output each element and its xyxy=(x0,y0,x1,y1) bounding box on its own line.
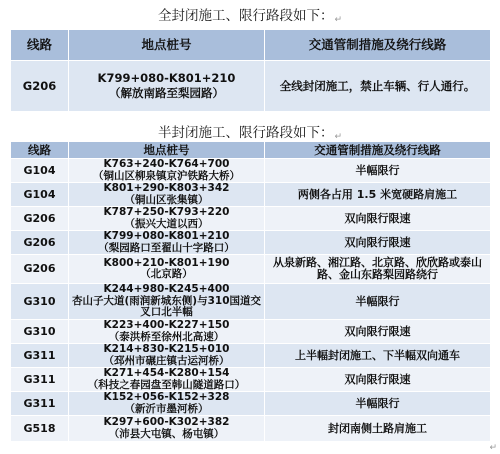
cell-measure: 封闭南侧土路肩施工 xyxy=(265,416,491,442)
location-stake: K244+980-K245+400 xyxy=(103,283,230,296)
cell-measure: 全线封闭施工，禁止车辆、行人通行。 xyxy=(265,61,491,112)
cell-measure: 双向限行限速 xyxy=(265,207,491,231)
location-desc: 杏山子大道(雨润新城东侧)与310国道交叉口北半幅 xyxy=(71,294,261,319)
cell-location xyxy=(69,255,265,284)
location-desc: （科技之春园盘至韩山隧道路口） xyxy=(87,378,246,391)
cell-location xyxy=(69,207,265,231)
table-row xyxy=(11,392,491,416)
cell-location xyxy=(69,320,265,344)
table-row xyxy=(11,416,491,442)
table-header-row xyxy=(11,30,491,61)
cell-route: G310 xyxy=(11,284,69,320)
location-stake: K271+454-K280+154 xyxy=(103,367,230,379)
cell-measure: 上半幅封闭施工、下半幅双向通车 xyxy=(265,344,491,368)
location-stake: K800+210-K801+190 xyxy=(103,256,230,269)
detour-text: 从泉新路、湘江路、北京路、欣欣路或泰山路、金山东路梨园路绕行 xyxy=(273,256,482,281)
table-row xyxy=(11,344,491,368)
header-route: 线路 xyxy=(11,142,69,159)
location-stake: K214+830-K215+010 xyxy=(103,343,230,355)
table-row xyxy=(11,183,491,207)
table-row xyxy=(11,320,491,344)
table-header-row xyxy=(11,142,491,159)
location-desc: （铜山区张集镇） xyxy=(124,193,209,206)
table-row xyxy=(11,231,491,255)
paragraph-mark-icon: ↵ xyxy=(334,15,343,25)
cell-route: G206 xyxy=(11,207,69,231)
cell-measure: 半幅限行 xyxy=(265,392,491,416)
table-row xyxy=(11,255,491,284)
cell-location xyxy=(69,231,265,255)
cell-measure: 两侧各占用 1.5 米宽硬路肩施工 xyxy=(265,183,491,207)
cell-route: G104 xyxy=(11,159,69,183)
location-desc: （泰洪桥至徐州北高速） xyxy=(108,330,225,343)
cell-route: G310 xyxy=(11,320,69,344)
location-stake: K787+250-K793+220 xyxy=(103,206,230,218)
location-stake: K799+080-K801+210 xyxy=(97,71,236,85)
cell-measure: 双向限行限速 xyxy=(265,368,491,392)
table-row xyxy=(11,207,491,231)
paragraph-mark-icon: ↵ xyxy=(489,443,497,453)
cell-route: G311 xyxy=(11,344,69,368)
location-stake: K801+290-K803+342 xyxy=(103,182,230,194)
location-stake: K799+080-K801+210 xyxy=(103,230,230,242)
location-desc: （梨园路口至翟山十字路口） xyxy=(98,241,235,254)
location-stake: K223+400-K227+150 xyxy=(103,319,230,331)
cell-location xyxy=(69,368,265,392)
cell-measure: 半幅限行 xyxy=(265,159,491,183)
table-row xyxy=(11,368,491,392)
full-closure-table xyxy=(10,29,491,112)
cell-location xyxy=(69,416,265,442)
half-closure-table xyxy=(10,141,491,442)
section1-title xyxy=(0,4,500,25)
location-desc: （沛县大屯镇、杨屯镇） xyxy=(108,427,225,440)
cell-location xyxy=(69,344,265,368)
table-row xyxy=(11,61,491,112)
cell-location xyxy=(69,183,265,207)
cell-route: G311 xyxy=(11,392,69,416)
header-location: 地点桩号 xyxy=(69,142,265,159)
location-desc: （铜山区柳泉镇京沪铁路大桥） xyxy=(93,169,240,182)
location-stake: K297+600-K302+382 xyxy=(103,416,230,428)
cell-location xyxy=(69,284,265,320)
cell-route: G206 xyxy=(11,255,69,284)
cell-route: G104 xyxy=(11,183,69,207)
cell-measure: 双向限行限速 xyxy=(265,231,491,255)
table-row xyxy=(11,159,491,183)
cell-measure: 双向限行限速 xyxy=(265,320,491,344)
paragraph-mark-icon: ↵ xyxy=(334,132,343,142)
cell-location xyxy=(69,392,265,416)
cell-location xyxy=(69,61,265,112)
header-measure: 交通管制措施及绕行线路 xyxy=(265,30,491,61)
header-measure: 交通管制措施及绕行线路 xyxy=(265,142,491,159)
cell-route: G518 xyxy=(11,416,69,442)
location-desc: （北京路） xyxy=(140,268,193,280)
location-desc: （振兴大道以西） xyxy=(124,217,209,230)
location-desc: （解放南路至梨园路） xyxy=(109,86,224,100)
location-stake: K763+240-K764+700 xyxy=(103,158,230,170)
cell-measure xyxy=(265,255,491,284)
header-location: 地点桩号 xyxy=(69,30,265,61)
section2-title xyxy=(0,121,500,142)
cell-measure: 半幅限行 xyxy=(265,284,491,320)
location-stake: K152+056-K152+328 xyxy=(103,391,230,403)
cell-route: G311 xyxy=(11,368,69,392)
location-desc: （新沂市墨河桥） xyxy=(124,402,209,415)
cell-route: G206 xyxy=(11,61,69,112)
section1-title-text: 全封闭施工、限行路段如下： xyxy=(157,8,334,24)
cell-location xyxy=(69,159,265,183)
cell-route: G206 xyxy=(11,231,69,255)
location-desc: （邳州市碾庄镇古运河桥） xyxy=(103,354,230,367)
section2-title-text: 半封闭施工、限行路段如下： xyxy=(157,125,334,141)
header-route: 线路 xyxy=(11,30,69,61)
table-row xyxy=(11,284,491,320)
